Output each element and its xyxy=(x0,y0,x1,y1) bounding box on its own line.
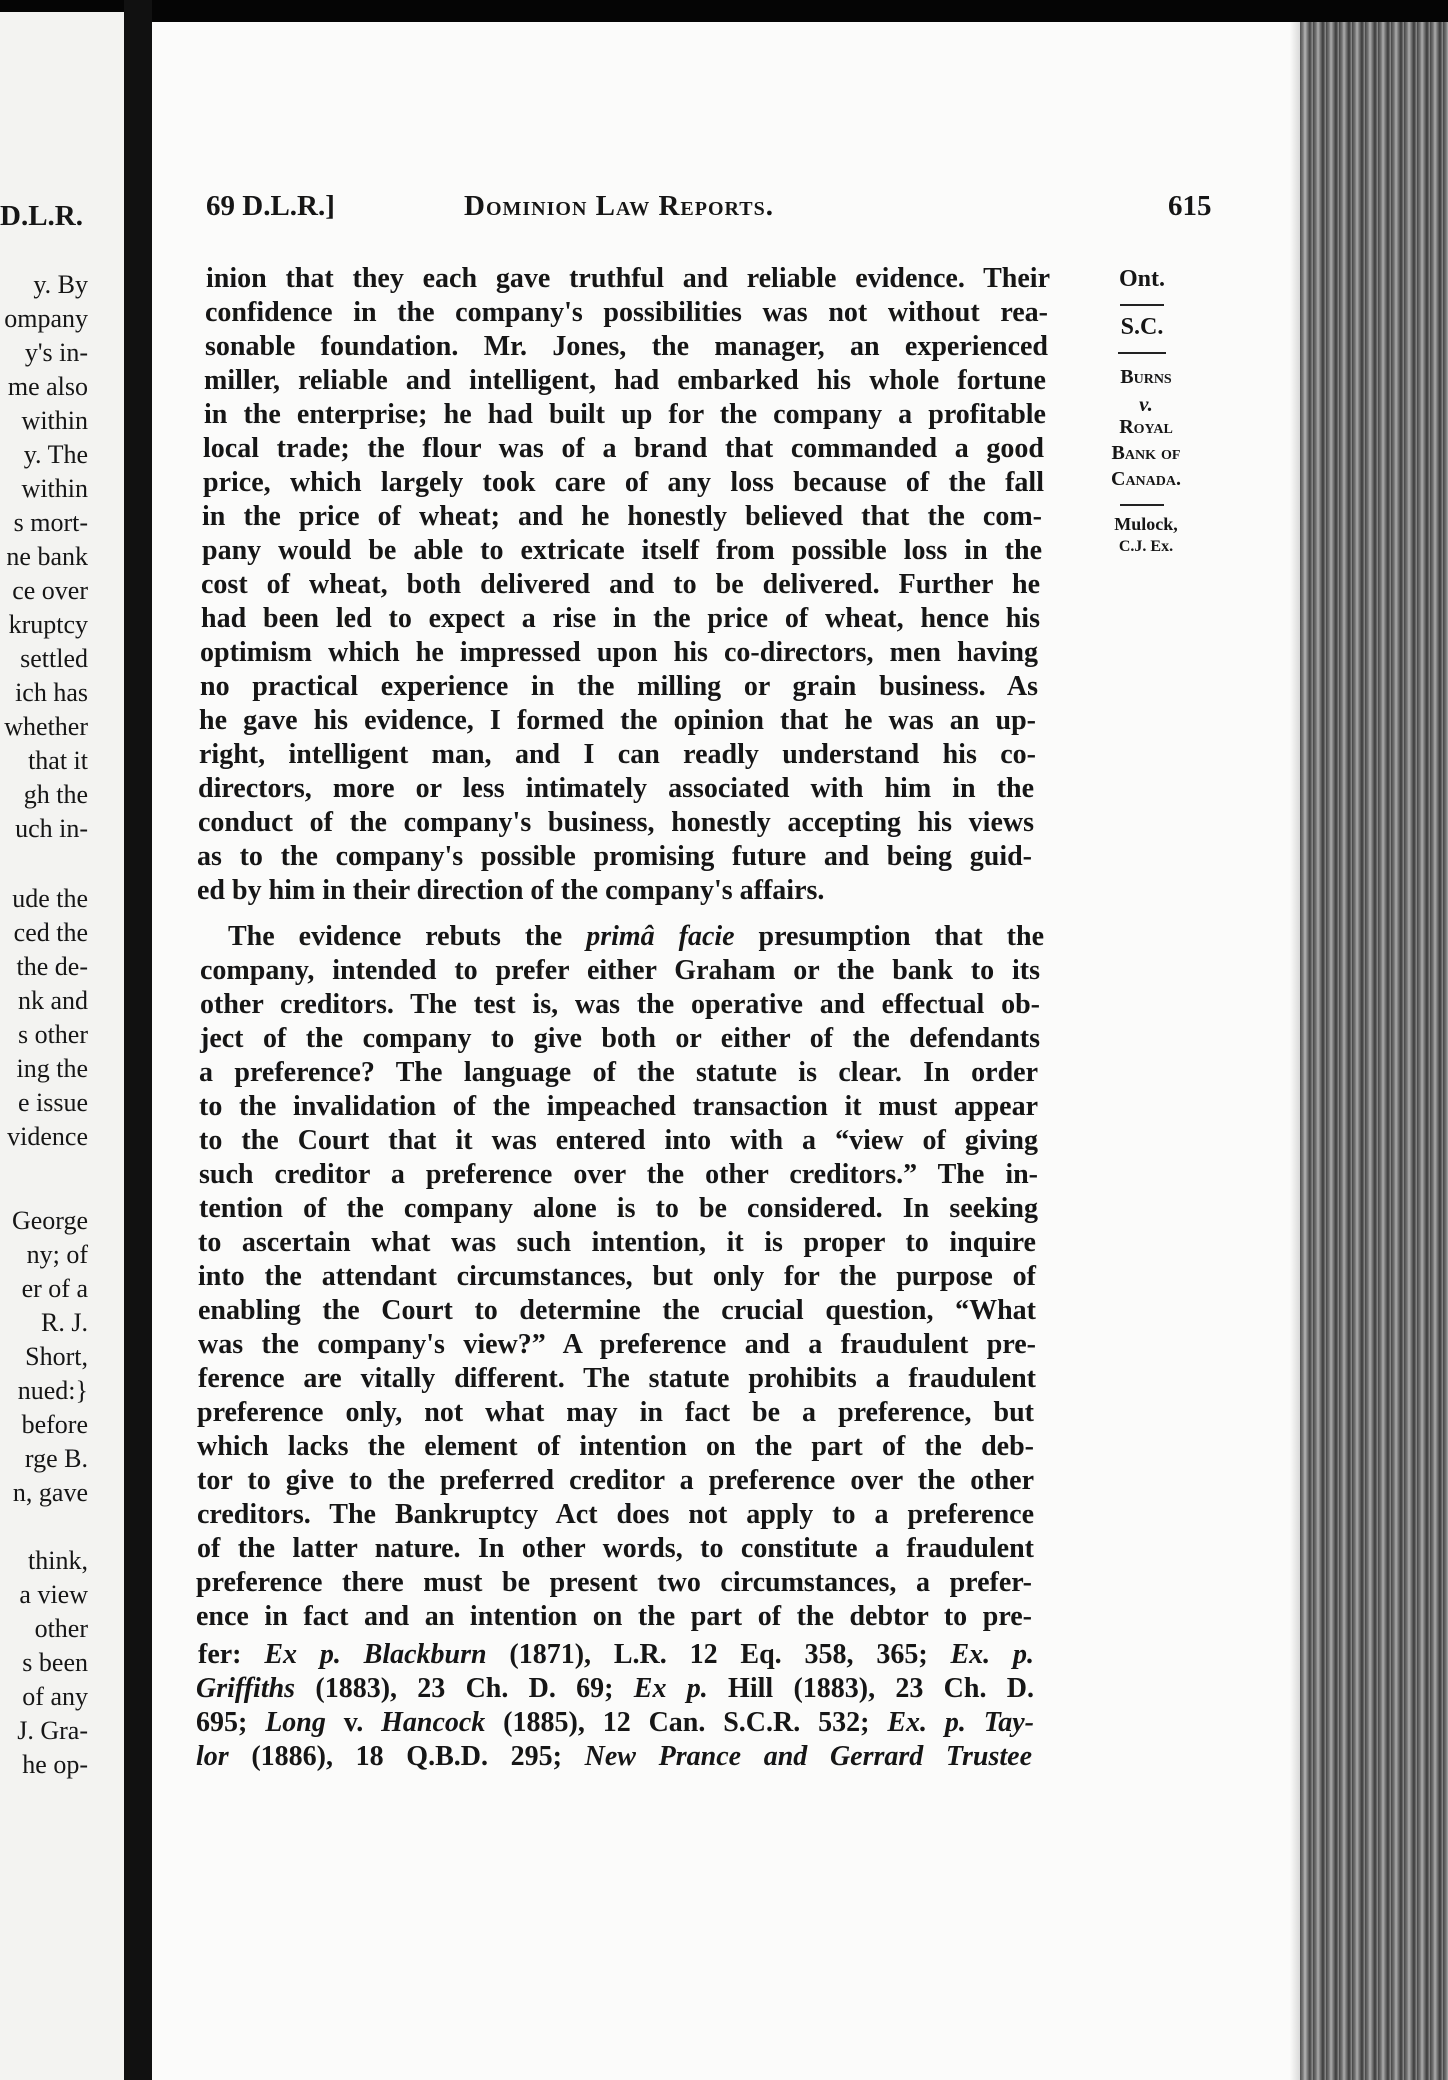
margin-case-party: Royal xyxy=(1119,416,1173,438)
facing-page-line: that it xyxy=(28,746,88,775)
page-number: 615 xyxy=(1168,190,1212,222)
scan-border xyxy=(0,0,1448,22)
citation-line: fer: Ex p. Blackburn (1871), L.R. 12 Eq. 358, 365; Ex. p. xyxy=(198,1639,1034,1670)
margin-court-province: Ont. xyxy=(1118,266,1165,292)
facing-page-line: ich has xyxy=(15,678,88,707)
text-line: a preference? The language of the statute is clear. In order xyxy=(199,1057,1038,1088)
facing-page-line: ne bank xyxy=(6,542,88,571)
text-line: pany would be able to extricate itself from possible loss in the xyxy=(202,535,1042,566)
text-line: preference there must be present two circumstances, a prefer- xyxy=(196,1567,1032,1598)
facing-page-line: rge B. xyxy=(24,1444,88,1473)
text-line: cost of wheat, both delivered and to be delivered. Further he xyxy=(201,569,1040,600)
facing-page-line: y's in- xyxy=(24,338,88,367)
facing-page xyxy=(0,12,132,2080)
text-line: right, intelligent man, and I can readly understand his co- xyxy=(199,739,1036,770)
text-line: to the invalidation of the impeached transaction it must appear xyxy=(199,1091,1038,1122)
citation-line: 695; Long v. Hancock (1885), 12 Can. S.C.R. 532; Ex. p. Tay- xyxy=(196,1707,1035,1738)
facing-page-line: y. The xyxy=(23,440,88,469)
facing-page-line: J. Gra- xyxy=(17,1716,88,1745)
text-line: confidence in the company's possibilities was not without rea- xyxy=(205,297,1048,328)
margin-case-party: Canada. xyxy=(1111,468,1181,490)
text-line: directors, more or less intimately associated with him in the xyxy=(198,773,1034,804)
text-line: of the latter nature. In other words, to constitute a fraudulent xyxy=(197,1533,1034,1564)
text-line: inion that they each gave truthful and reliable evidence. Their xyxy=(206,263,1050,294)
text-line: tor to give to the preferred creditor a preference over the other xyxy=(197,1465,1034,1496)
text-line: no practical experience in the milling or grain business. As xyxy=(200,671,1038,702)
text-line: in the price of wheat; and he honestly believed that the com- xyxy=(202,501,1042,532)
facing-page-line: whether xyxy=(4,712,88,741)
text-line: ence in fact and an intention on the part of the debtor to pre- xyxy=(196,1601,1032,1632)
text-line: conduct of the company's business, honestly accepting his views xyxy=(198,807,1034,838)
facing-page-line: ny; of xyxy=(26,1240,88,1269)
facing-page-line: Short, xyxy=(25,1342,88,1371)
volume-reference: 69 D.L.R.] xyxy=(206,190,335,222)
text-line: ference are vitally different. The statute prohibits a fraudulent xyxy=(198,1363,1036,1394)
text-line: tention of the company alone is to be considered. In seeking xyxy=(199,1193,1038,1224)
book-gutter xyxy=(124,0,152,2080)
text-line: he gave his evidence, I formed the opinion that he was an up- xyxy=(199,705,1036,736)
margin-court: S.C. xyxy=(1120,314,1164,340)
text-line: local trade; the flour was of a brand that commanded a good xyxy=(203,433,1044,464)
facing-page-header: D.L.R. xyxy=(0,200,83,232)
citation-line: Griffiths (1883), 23 Ch. D. 69; Ex p. Hill (1883), 23 Ch. D. xyxy=(196,1673,1034,1704)
book-page-edges xyxy=(1300,22,1448,2080)
running-title: Dominion Law Reports. xyxy=(464,190,774,222)
facing-page-line: n, gave xyxy=(12,1478,88,1507)
facing-page-line: s been xyxy=(22,1648,88,1677)
facing-page-line: y. By xyxy=(33,270,88,299)
margin-case-party: Bank of xyxy=(1111,442,1181,464)
facing-page-line: ced the xyxy=(13,918,88,947)
facing-page-line: ude the xyxy=(12,884,88,913)
facing-page-line: George xyxy=(11,1206,88,1235)
facing-page-line: nk and xyxy=(17,986,88,1015)
text-line: into the attendant circumstances, but only for the purpose of xyxy=(198,1261,1036,1292)
facing-page-line: gh the xyxy=(23,780,88,809)
text-line: to ascertain what was such intention, it is proper to inquire xyxy=(198,1227,1036,1258)
margin-case-party: Burns xyxy=(1120,366,1172,388)
facing-page-line: settled xyxy=(20,644,88,673)
text-line: price, which largely took care of any loss because of the fall xyxy=(203,467,1044,498)
text-line: optimism which he impressed upon his co-directors, men having xyxy=(200,637,1038,668)
margin-rule xyxy=(1120,504,1164,506)
text-line: miller, reliable and intelligent, had embarked his whole fortune xyxy=(204,365,1046,396)
text-line: such creditor a preference over the other creditors.” The in- xyxy=(199,1159,1038,1190)
paragraph-2-first-line: The evidence rebuts the primâ facie presumption that the xyxy=(228,921,1044,952)
text-line: ject of the company to give both or either of the defendants xyxy=(200,1023,1040,1054)
text-line: as to the company's possible promising future and being guid- xyxy=(197,841,1032,872)
facing-page-line: ing the xyxy=(16,1054,88,1083)
facing-page-line: ce over xyxy=(12,576,88,605)
facing-page-line: kruptcy xyxy=(8,610,88,639)
latin-phrase: primâ facie xyxy=(586,921,735,952)
facing-page-line: uch in- xyxy=(15,814,88,843)
facing-page-line: R. J. xyxy=(41,1308,88,1337)
text-line: other creditors. The test is, was the operative and effectual ob- xyxy=(200,989,1040,1020)
text-line: had been led to expect a rise in the price of wheat, hence his xyxy=(201,603,1040,634)
text-line: in the enterprise; he had built up for the company a profitable xyxy=(204,399,1046,430)
facing-page-line: s other xyxy=(17,1020,88,1049)
text-line: company, intended to prefer either Graham or the bank to its xyxy=(200,955,1040,986)
facing-page-line: me also xyxy=(7,372,88,401)
text-line: ed by him in their direction of the company's affairs. xyxy=(197,875,825,906)
margin-rule xyxy=(1118,352,1166,354)
margin-judge: Mulock, xyxy=(1114,514,1178,534)
citation-line: lor (1886), 18 Q.B.D. 295; New Prance and Gerrard Trustee xyxy=(196,1741,1032,1772)
text-line: preference only, not what may in fact be a preference, but xyxy=(197,1397,1034,1428)
facing-page-line: he op- xyxy=(22,1750,88,1779)
text-line: sonable foundation. Mr. Jones, the manager, an experienced xyxy=(205,331,1048,362)
margin-judge: C.J. Ex. xyxy=(1118,538,1174,555)
facing-page-line: ompany xyxy=(4,304,88,333)
facing-page-line: within xyxy=(21,406,88,435)
facing-page-line: e issue xyxy=(17,1088,88,1117)
facing-page-line: vidence xyxy=(7,1122,88,1151)
facing-page-line: within xyxy=(21,474,88,503)
facing-page-line: er of a xyxy=(21,1274,88,1303)
text-line: creditors. The Bankruptcy Act does not apply to a preference xyxy=(197,1499,1034,1530)
text-line: enabling the Court to determine the crucial question, “What xyxy=(198,1295,1036,1326)
margin-rule xyxy=(1120,304,1164,306)
facing-page-line: a view xyxy=(19,1580,88,1609)
facing-page-line: nued:} xyxy=(17,1376,88,1405)
facing-page-line: of any xyxy=(22,1682,88,1711)
text-line: to the Court that it was entered into with a “view of giving xyxy=(199,1125,1038,1156)
facing-page-line: before xyxy=(21,1410,88,1439)
facing-page-line: the de- xyxy=(16,952,88,981)
facing-page-line: think, xyxy=(28,1546,88,1575)
facing-page-line: other xyxy=(34,1614,88,1643)
text-line: which lacks the element of intention on the part of the deb- xyxy=(197,1431,1034,1462)
text-line: was the company's view?” A preference and a fraudulent pre- xyxy=(198,1329,1036,1360)
facing-page-line: s mort- xyxy=(13,508,88,537)
margin-case-versus: v. xyxy=(1139,392,1153,416)
